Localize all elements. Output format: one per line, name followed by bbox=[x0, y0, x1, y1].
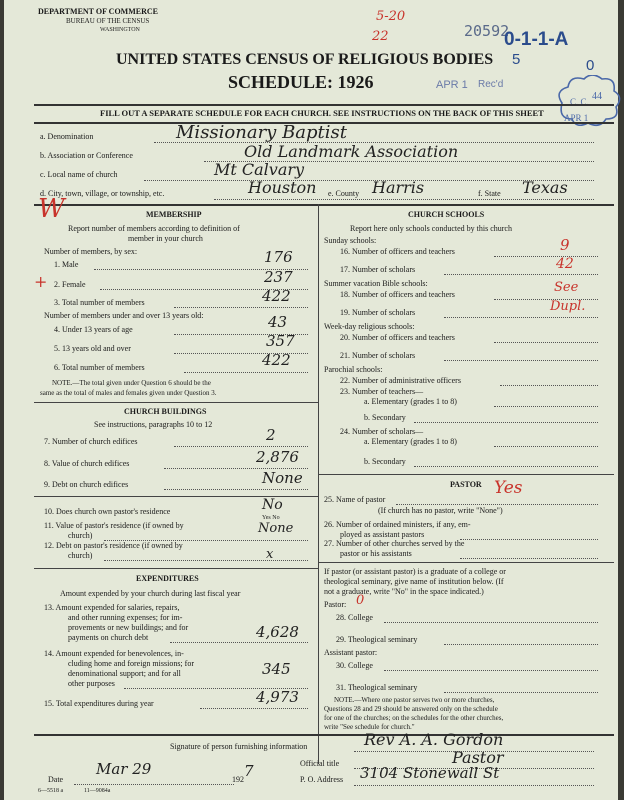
q14-label-2: cluding home and foreign missions; for bbox=[68, 659, 194, 668]
classification-code-3: 0 bbox=[586, 57, 595, 74]
q17-label: 17. Number of scholars bbox=[340, 265, 416, 274]
stamp-cc: C. C. bbox=[570, 97, 589, 107]
q2-female-value: 237 bbox=[264, 268, 293, 286]
expenditures-intro: Amount expended by your church during last fiscal year bbox=[60, 589, 241, 598]
signature-label: Signature of person furnishing information bbox=[170, 742, 308, 751]
age-intro-label: Number of members under and over 13 years old: bbox=[44, 311, 204, 320]
stamp-date: APR 1 bbox=[564, 113, 589, 123]
q31-label: 31. Theological seminary bbox=[336, 683, 418, 692]
sunday-schools-label: Sunday schools: bbox=[324, 236, 377, 245]
membership-note-2: same as the total of males and females given under Question 3. bbox=[40, 389, 217, 397]
graduate-note-2: theological seminary, give name of institution below. (If bbox=[324, 577, 504, 586]
buildings-heading: CHURCH BUILDINGS bbox=[124, 407, 207, 416]
q25-note: (If church has no pastor, write "None") bbox=[378, 506, 503, 515]
q14-label-3: denominational support; and for all bbox=[68, 669, 181, 678]
q14-label-1: 14. Amount expended for benevolences, in- bbox=[44, 649, 184, 658]
local-name-label: c. Local name of church bbox=[40, 170, 118, 179]
q5-over13-label: 5. 13 years old and over bbox=[54, 344, 131, 353]
q3-total-label: 3. Total number of members bbox=[54, 298, 145, 307]
department-label: DEPARTMENT OF COMMERCE bbox=[38, 7, 159, 16]
q16-value: 9 bbox=[560, 236, 570, 254]
q15-total-value: 4,973 bbox=[256, 688, 299, 706]
q23b-label: b. Secondary bbox=[364, 413, 406, 422]
q19-value: Dupl. bbox=[550, 299, 586, 314]
q14-label-4: other purposes bbox=[68, 679, 115, 688]
q25-label: 25. Name of pastor bbox=[324, 495, 386, 504]
q13-label-3: provements or new buildings; and for bbox=[68, 623, 189, 632]
q24b-label: b. Secondary bbox=[364, 457, 406, 466]
census-schedule-form bbox=[4, 0, 618, 800]
q29-label: 29. Theological seminary bbox=[336, 635, 418, 644]
q9-debt-value: None bbox=[262, 469, 303, 487]
classification-code: 0-1-1-A bbox=[504, 29, 569, 50]
q13-label-1: 13. Amount expended for salaries, repairs, bbox=[44, 603, 180, 612]
q6-total-value: 422 bbox=[262, 351, 291, 369]
q13-label-2: and other running expenses; for im- bbox=[68, 613, 183, 622]
serial-number: 20592 bbox=[464, 22, 510, 40]
q16-label: 16. Number of officers and teachers bbox=[340, 247, 455, 256]
county-label: e. County bbox=[328, 189, 360, 198]
red-check-mark: + bbox=[34, 272, 48, 291]
q13-label-4: payments on church debt bbox=[68, 633, 149, 642]
received-stamp-label: Rec'd bbox=[478, 79, 504, 90]
signature-value: Rev A. A. Gordon bbox=[364, 730, 504, 749]
q11-residence-value: None bbox=[258, 521, 294, 536]
q26-label-2: ployed as assistant pastors bbox=[340, 530, 425, 539]
po-address-value: 3104 Stonewall St bbox=[360, 764, 500, 782]
members-by-sex-label: Number of members, by sex: bbox=[44, 247, 138, 256]
pastor-note-3: for one of the churches; on the schedules for the other churches, bbox=[324, 714, 504, 722]
q8-value-label: 8. Value of church edifices bbox=[44, 459, 130, 468]
denomination-value: Missionary Baptist bbox=[176, 122, 348, 143]
county-value: Harris bbox=[372, 178, 425, 197]
graduate-note-1: If pastor (or assistant pastor) is a graduate of a college or bbox=[324, 567, 506, 576]
year-value: 7 bbox=[244, 762, 254, 780]
official-title-value: Pastor bbox=[452, 748, 504, 767]
separate-schedule-instruction: FILL OUT A SEPARATE SCHEDULE FOR EACH CHURCH. SEE INSTRUCTIONS ON THE BACK OF THIS SHEET bbox=[100, 108, 544, 118]
date-label: Date bbox=[48, 775, 64, 784]
q4-under13-value: 43 bbox=[268, 313, 288, 331]
q4-under13-label: 4. Under 13 years of age bbox=[54, 325, 133, 334]
date-value: Mar 29 bbox=[96, 760, 152, 778]
q10-owns-residence-label: 10. Does church own pastor's residence bbox=[44, 507, 171, 516]
graduate-note-3: not a graduate, write "No" in the space indicated.) bbox=[324, 587, 484, 596]
q25-value: Yes bbox=[494, 478, 523, 498]
q23a-label: a. Elementary (grades 1 to 8) bbox=[364, 397, 457, 406]
pastor-note-2: Questions 28 and 29 should be answered only on the schedule bbox=[324, 705, 498, 713]
received-stamp-date: APR 1 bbox=[436, 79, 468, 91]
pastor-label: Pastor: bbox=[324, 600, 347, 609]
buildings-intro: See instructions, paragraphs 10 to 12 bbox=[94, 420, 213, 429]
membership-note-1: NOTE.—The total given under Question 6 should be the bbox=[52, 379, 211, 387]
q3-total-value: 422 bbox=[262, 287, 291, 305]
q12-label-2: church) bbox=[68, 551, 93, 560]
q27-label-2: pastor or his assistants bbox=[340, 549, 412, 558]
q19-label: 19. Number of scholars bbox=[340, 308, 416, 317]
q6-total-label: 6. Total number of members bbox=[54, 363, 145, 372]
state-label: f. State bbox=[478, 189, 501, 198]
q23-label: 23. Number of teachers— bbox=[340, 387, 424, 396]
q12-debt-value: x bbox=[266, 547, 274, 562]
q11-label-1: 11. Value of pastor's residence (if owned by bbox=[44, 521, 184, 530]
assistant-pastor-label: Assistant pastor: bbox=[324, 648, 378, 657]
q21-label: 21. Number of scholars bbox=[340, 351, 416, 360]
membership-intro-2: member in your church bbox=[128, 234, 203, 243]
q9-debt-label: 9. Debt on church edifices bbox=[44, 480, 129, 489]
schools-intro: Report here only schools conducted by this church bbox=[350, 224, 512, 233]
city-label: WASHINGTON bbox=[100, 27, 140, 33]
q15-total-label: 15. Total expenditures during year bbox=[44, 699, 154, 708]
weekday-schools-label: Week-day religious schools: bbox=[324, 322, 415, 331]
membership-intro-1: Report number of members according to definition of bbox=[68, 224, 240, 233]
official-title-label: Official title bbox=[300, 759, 340, 768]
q11-label-2: church) bbox=[68, 531, 93, 540]
parochial-schools-label: Parochial schools: bbox=[324, 365, 383, 374]
form-subtitle: SCHEDULE: 1926 bbox=[228, 72, 374, 92]
q2-female-label: 2. Female bbox=[54, 280, 86, 289]
schools-heading: CHURCH SCHOOLS bbox=[408, 210, 485, 219]
q1-male-value: 176 bbox=[264, 248, 293, 266]
year-prefix: 192 bbox=[232, 775, 244, 784]
association-value: Old Landmark Association bbox=[244, 142, 459, 161]
expenditures-heading: EXPENDITURES bbox=[136, 574, 199, 583]
city-town-value: Houston bbox=[248, 178, 317, 197]
pastor-value: 0 bbox=[356, 593, 365, 608]
pastor-note-1: NOTE.—Where one pastor serves two or more churches, bbox=[334, 696, 495, 704]
q20-label: 20. Number of officers and teachers bbox=[340, 333, 455, 342]
po-address-label: P. O. Address bbox=[300, 775, 344, 784]
q17-value: 42 bbox=[556, 256, 574, 272]
form-number-2: 11—9084a bbox=[84, 788, 111, 794]
local-name-value: Mt Calvary bbox=[214, 160, 305, 179]
q7-edifices-label: 7. Number of church edifices bbox=[44, 437, 138, 446]
q13-value: 4,628 bbox=[256, 623, 299, 641]
q10-owns-residence-value: No bbox=[262, 497, 283, 513]
red-margin-mark: W bbox=[38, 194, 65, 224]
q8-value-value: 2,876 bbox=[256, 448, 299, 466]
association-label: b. Association or Conference bbox=[40, 151, 133, 160]
pastor-note-4: write "See schedule for church." bbox=[324, 723, 415, 731]
red-note-2: 22 bbox=[372, 29, 389, 44]
q1-male-label: 1. Male bbox=[54, 260, 79, 269]
form-title: UNITED STATES CENSUS OF RELIGIOUS BODIES bbox=[116, 51, 494, 68]
stamp-number: 44 bbox=[592, 91, 602, 102]
form-number: 6—5518 a bbox=[38, 788, 64, 794]
red-note: 5-20 bbox=[376, 9, 406, 24]
membership-heading: MEMBERSHIP bbox=[146, 210, 202, 219]
q22-label: 22. Number of administrative officers bbox=[340, 376, 461, 385]
q30-label: 30. College bbox=[336, 661, 373, 670]
q24a-label: a. Elementary (grades 1 to 8) bbox=[364, 437, 457, 446]
q18-label: 18. Number of officers and teachers bbox=[340, 290, 455, 299]
yes-no-caption: Yes No bbox=[262, 515, 280, 521]
q14-value: 345 bbox=[262, 660, 291, 678]
q7-edifices-value: 2 bbox=[266, 426, 276, 444]
summer-schools-label: Summer vacation Bible schools: bbox=[324, 279, 428, 288]
bureau-label: BUREAU OF THE CENSUS bbox=[66, 17, 150, 25]
q28-label: 28. College bbox=[336, 613, 373, 622]
q24-label: 24. Number of scholars— bbox=[340, 427, 424, 436]
pastor-heading: PASTOR bbox=[450, 480, 482, 489]
city-town-label: d. City, town, village, or township, etc. bbox=[40, 189, 165, 198]
q26-label-1: 26. Number of ordained ministers, if any, em- bbox=[324, 520, 471, 529]
state-value: Texas bbox=[522, 178, 568, 197]
q12-label-1: 12. Debt on pastor's residence (if owned by bbox=[44, 541, 183, 550]
q18-value: See bbox=[554, 280, 579, 295]
q5-over13-value: 357 bbox=[266, 332, 295, 350]
denomination-label: a. Denomination bbox=[40, 132, 94, 141]
classification-code-2: 5 bbox=[512, 51, 521, 68]
q27-label-1: 27. Number of other churches served by the bbox=[324, 539, 465, 548]
